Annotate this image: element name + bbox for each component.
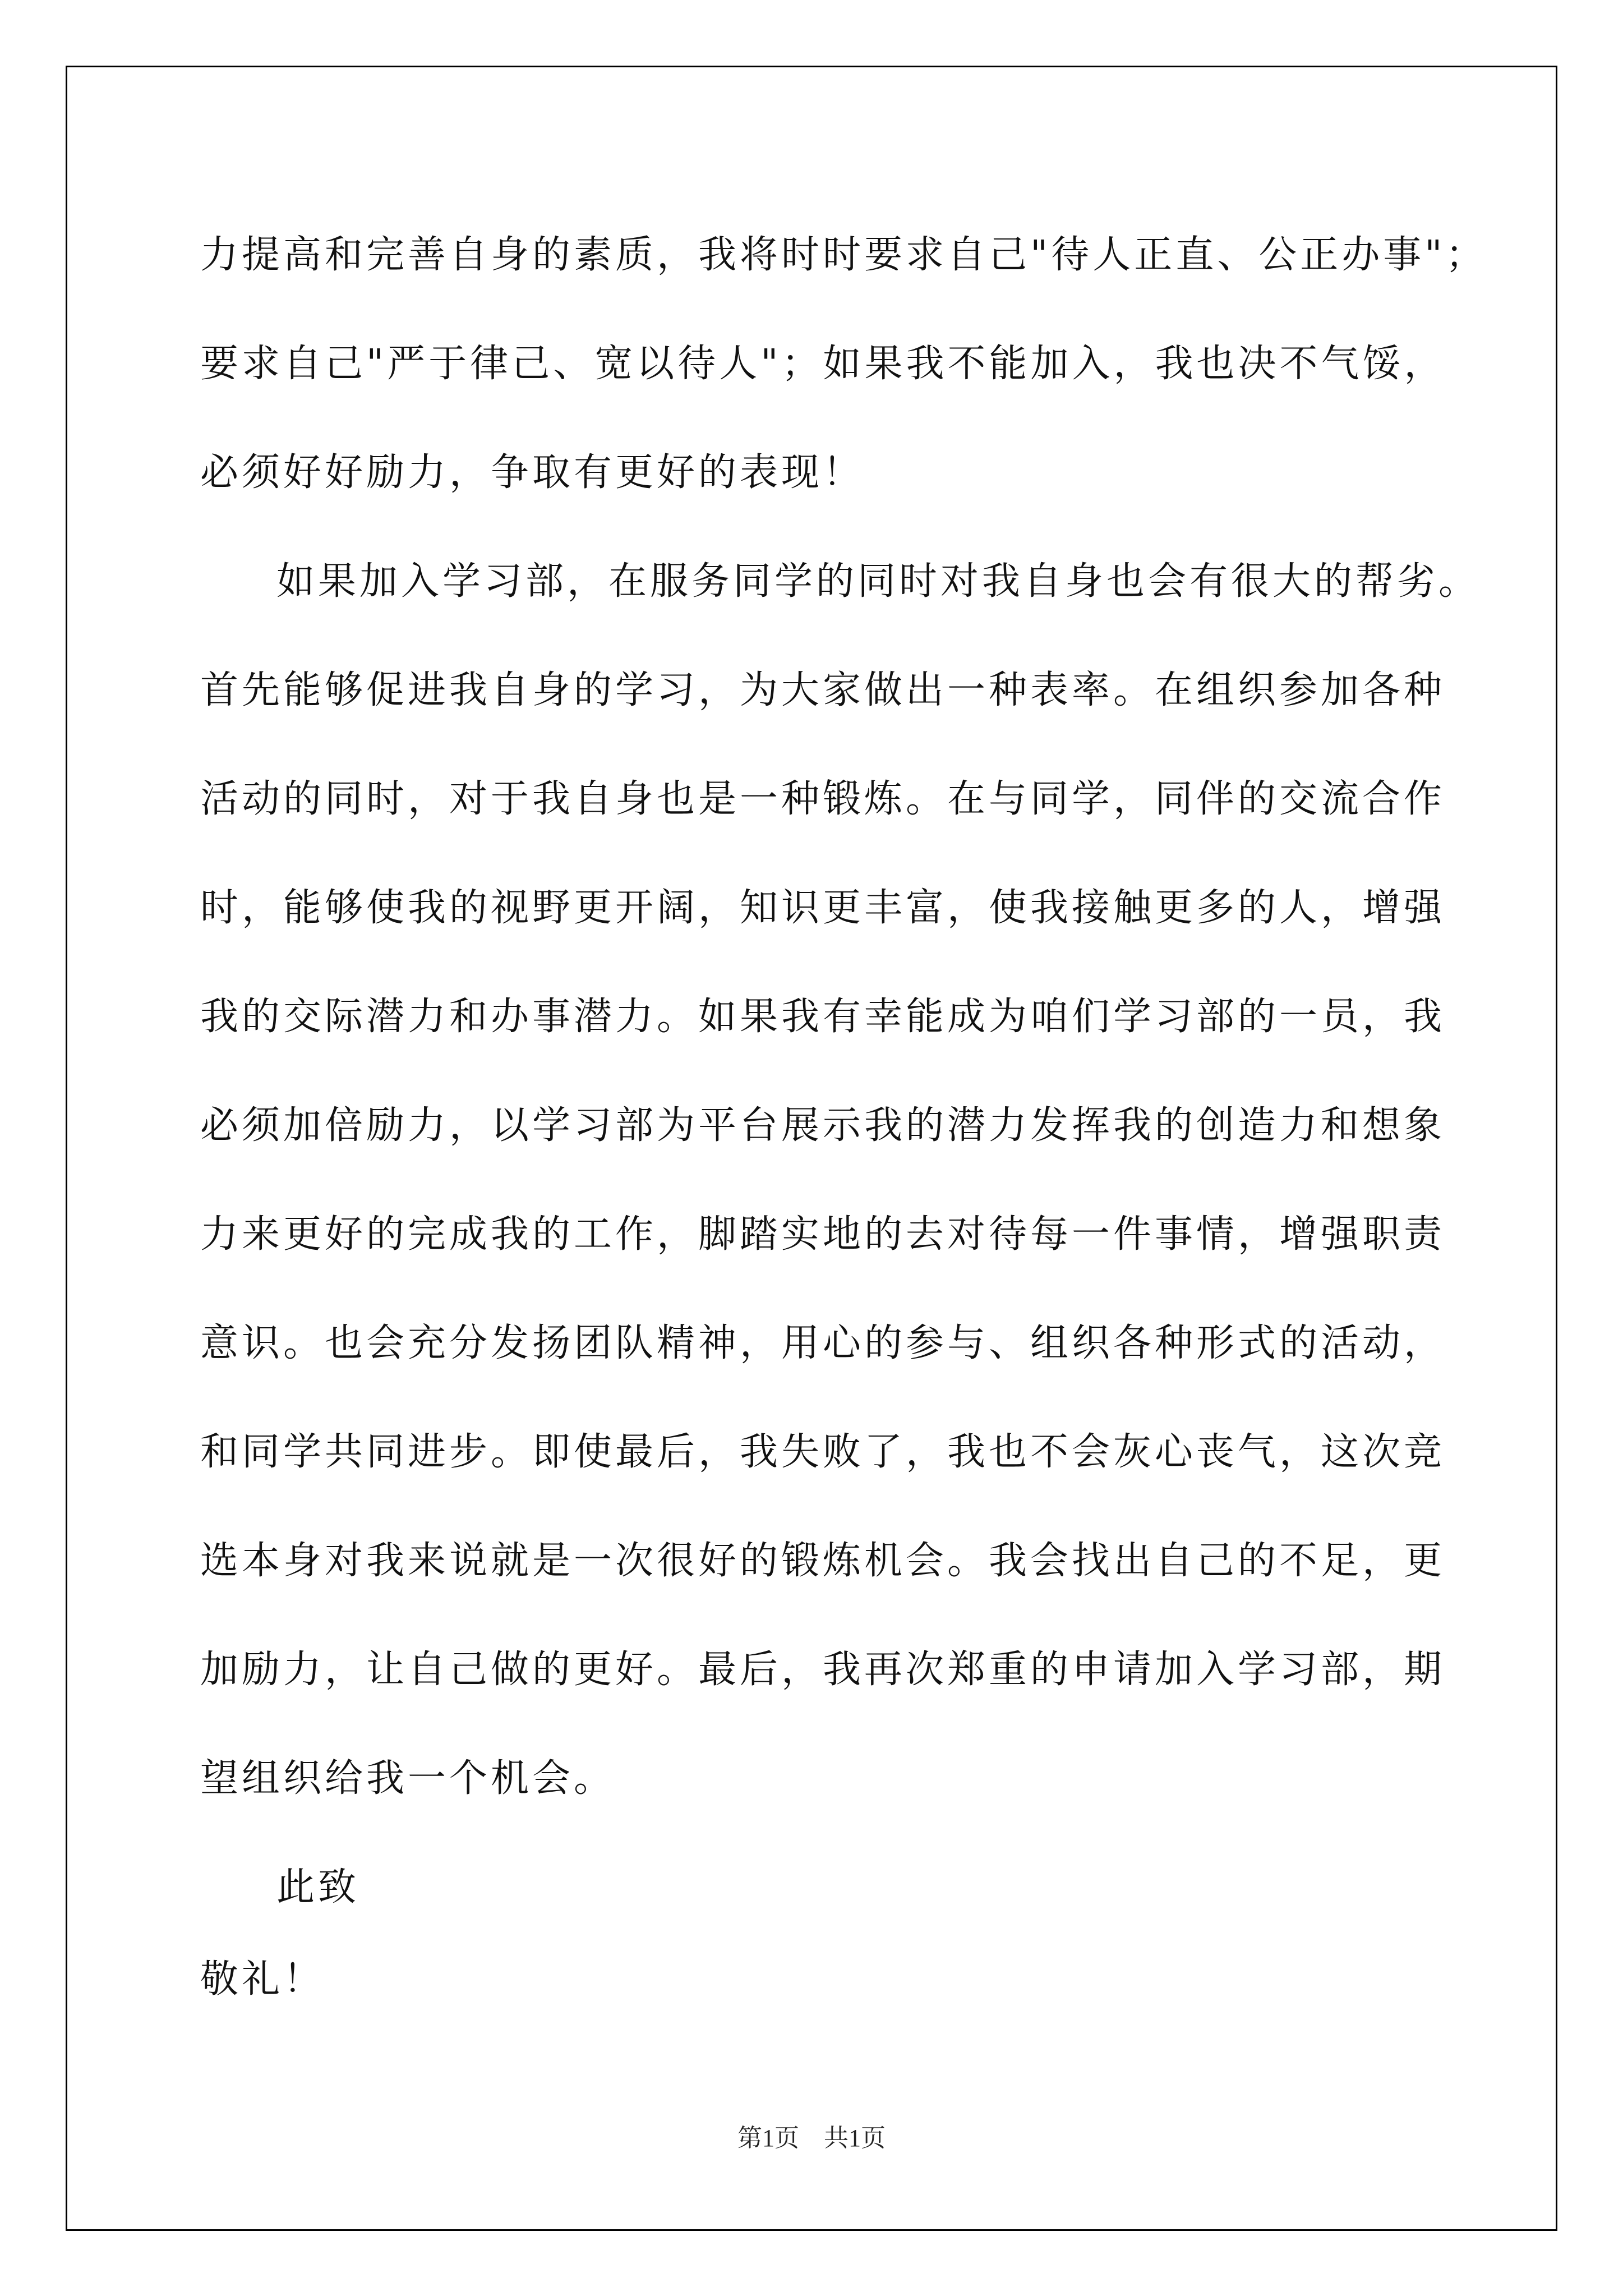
text-line: 选本身对我来说就是一次很好的锻炼机会。我会找出自己的不足，更	[200, 1539, 1446, 1583]
text-line: 力提高和完善自身的素质，我将时时要求自己"待人正直、公正办事"；	[200, 233, 1487, 277]
page-number-footer: 第1页 共1页	[737, 2124, 886, 2152]
salutation-text: 敬礼！	[200, 1957, 325, 2001]
text-line: 力来更好的完成我的工作，脚踏实地的去对待每一件事情，增强职责	[200, 1212, 1446, 1257]
text-line: 望组织给我一个机会。	[200, 1756, 616, 1801]
text-line: 首先能够促进我自身的学习，为大家做出一种表率。在组织参加各种	[200, 668, 1446, 712]
text-line: 意识。也会充分发扬团队精神，用心的参与、组织各种形式的活动，	[200, 1321, 1446, 1365]
text-line: 我的交际潜力和办事潜力。如果我有幸能成为咱们学习部的一员，我	[200, 995, 1446, 1039]
text-line: 活动的同时，对于我自身也是一种锻炼。在与同学，同伴的交流合作	[200, 777, 1446, 821]
text-line: 时，能够使我的视野更开阔，知识更丰富，使我接触更多的人，增强	[200, 886, 1446, 930]
text-line: 要求自己"严于律己、宽以待人"；如果我不能加入，我也决不气馁，	[200, 342, 1446, 386]
text-line: 必须加倍励力，以学习部为平台展示我的潜力发挥我的创造力和想象	[200, 1103, 1446, 1148]
closing-text: 此致	[276, 1865, 360, 1910]
text-line: 必须好好励力，争取有更好的表现！	[200, 450, 865, 495]
text-line: 如果加入学习部，在服务同学的同时对我自身也会有很大的帮劣。	[276, 559, 1481, 604]
text-line: 和同学共同进步。即使最后，我失败了，我也不会灰心丧气，这次竞	[200, 1430, 1446, 1474]
text-line: 加励力，让自己做的更好。最后，我再次郑重的申请加入学习部，期	[200, 1648, 1446, 1692]
